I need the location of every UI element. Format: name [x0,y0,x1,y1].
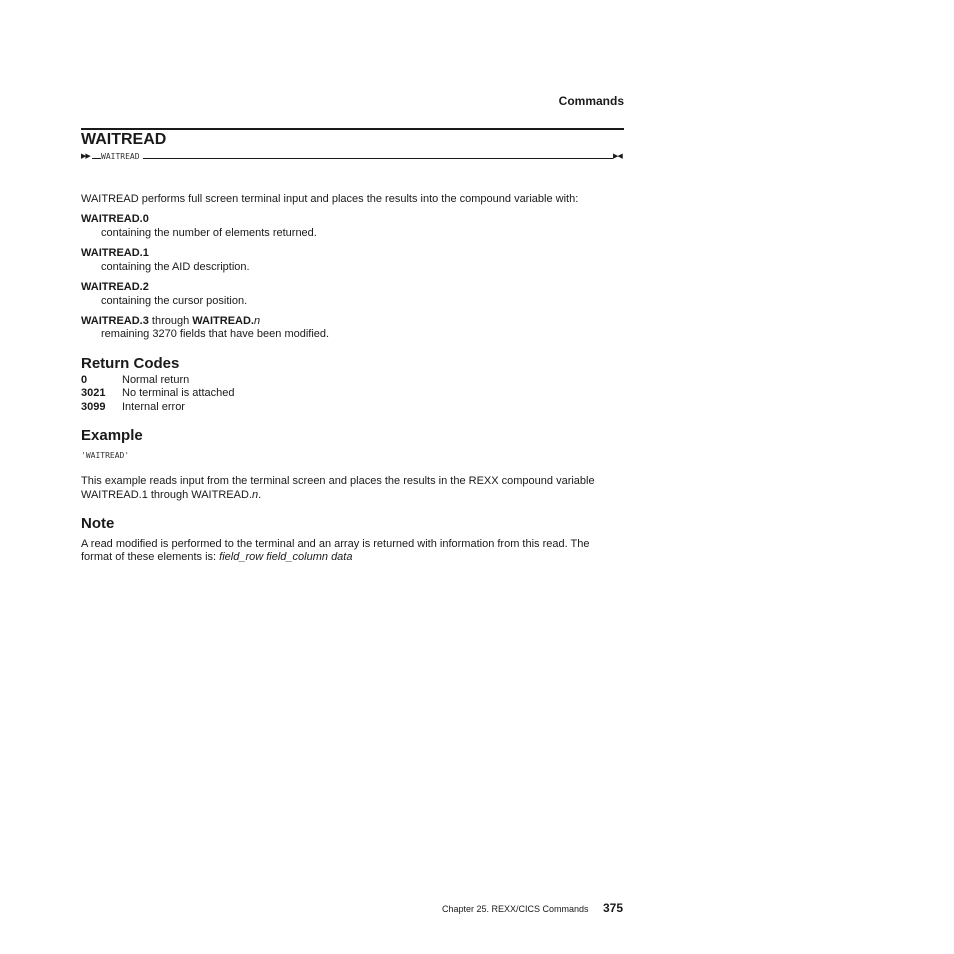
running-head: Commands [558,94,624,108]
definition-desc: remaining 3270 fields that have been modified. [101,328,330,340]
range-term-var: n [254,315,261,327]
definition-term-range [81,314,260,328]
return-code: 3099 [81,401,106,413]
section-title: WAITREAD [81,131,167,148]
example-text-line2-var: n [251,489,259,501]
definition-term: WAITREAD.0 [81,213,149,225]
return-code: 3021 [81,387,106,399]
example-code: 'WAITREAD' [81,451,130,460]
definition-desc: containing the number of elements returned. [101,227,317,239]
range-term-end: WAITREAD. [192,315,254,327]
example-text-line1: This example reads input from the terminal screen and places the results in the REXX compound variable [81,475,595,487]
definition-term: WAITREAD.2 [81,281,149,293]
syntax-end-arrow-icon: ▶◀ [613,153,622,160]
definition-term: WAITREAD.1 [81,247,149,259]
range-term-start: WAITREAD.3 [81,315,149,327]
syntax-diagram [81,150,624,166]
intro-paragraph: WAITREAD performs full screen terminal input and places the results into the compound variable with: [81,193,579,205]
syntax-line-lead [92,158,101,159]
definition-desc: containing the AID description. [101,261,250,273]
note-line2 [81,550,352,564]
definition-desc: containing the cursor position. [101,295,248,307]
return-codes-heading: Return Codes [81,355,180,372]
example-text-line2-post: . [258,489,262,501]
example-text-line2-pre: WAITREAD.1 through WAITREAD. [81,489,252,501]
section-rule [81,128,624,130]
return-code-desc: No terminal is attached [122,387,235,399]
syntax-line [143,158,613,159]
note-line2-italic: field_row field_column data [219,551,353,563]
syntax-start-arrow-icon: ▶▶ [81,153,90,160]
note-line2-pre: format of these elements is: [81,551,220,563]
syntax-keyword: WAITREAD [101,152,140,161]
range-through: through [148,315,193,327]
example-heading: Example [81,427,143,444]
note-heading: Note [81,515,115,532]
note-line1: A read modified is performed to the terminal and an array is returned with information from this read. The [81,538,590,550]
return-code: 0 [81,374,88,386]
example-text-line2 [81,488,261,502]
return-code-desc: Normal return [122,374,190,386]
return-code-desc: Internal error [122,401,185,413]
footer-page-number: 375 [603,901,624,915]
footer-chapter: Chapter 25. REXX/CICS Commands [442,904,589,914]
